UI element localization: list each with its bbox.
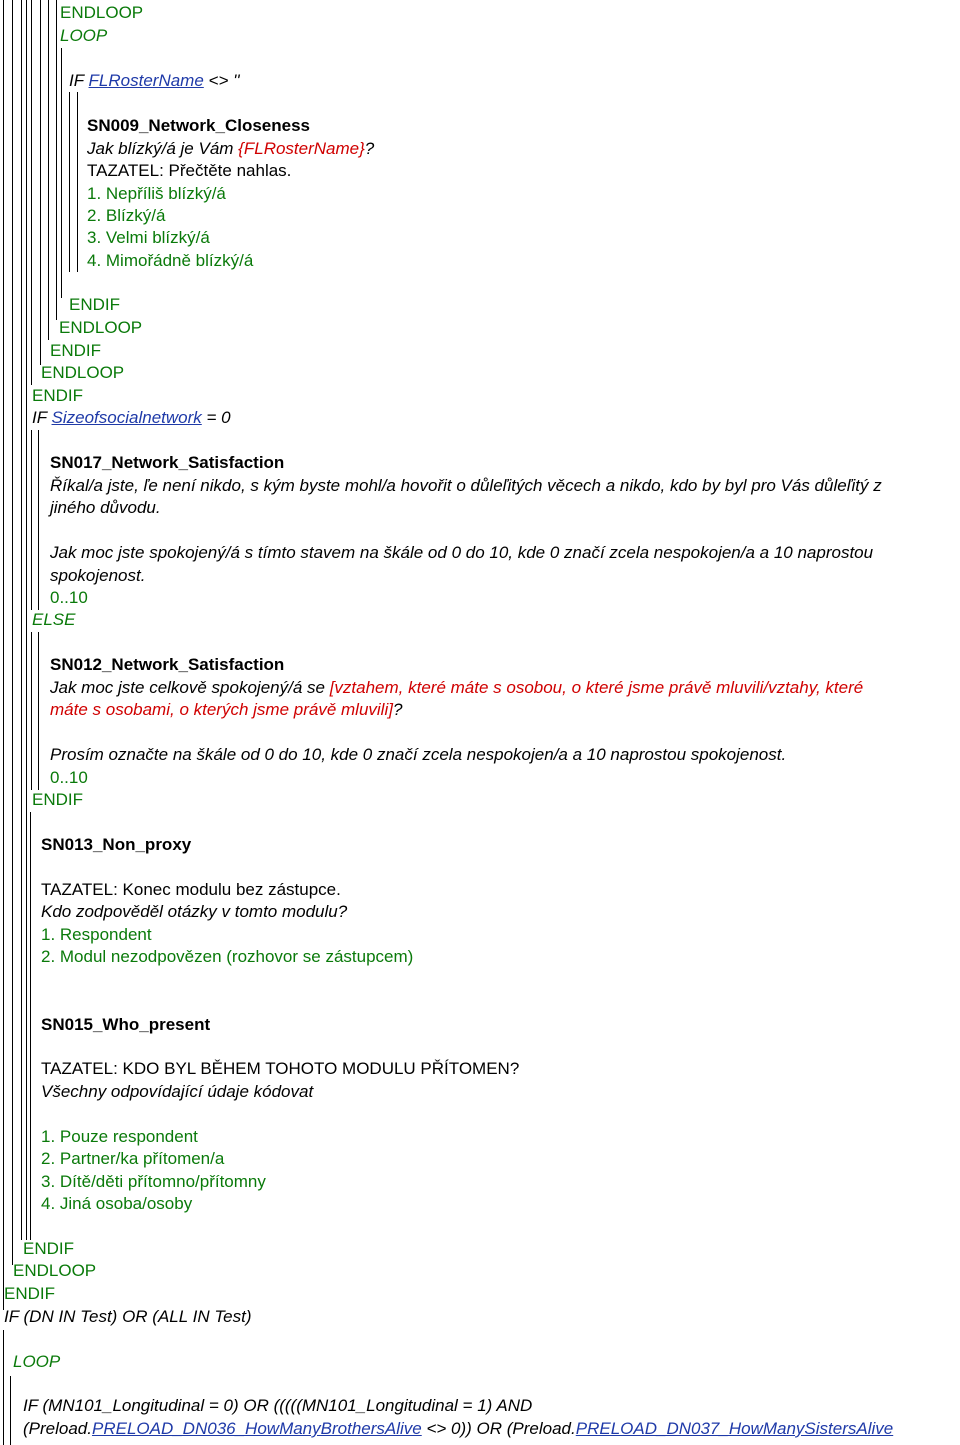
fill-text: [vztahem, které máte s osobou, o které jsme právě mluvili/vztahy, které bbox=[329, 678, 864, 697]
question-name-sn012: SN012_Network_Satisfaction bbox=[50, 655, 285, 674]
endloop-keyword: ENDLOOP bbox=[41, 363, 125, 382]
endif-keyword: ENDIF bbox=[4, 1284, 55, 1303]
if-mn101-condition-line1: IF (MN101_Longitudinal = 0) OR (((((MN101_Longitudinal = 1) AND bbox=[23, 1396, 533, 1415]
nesting-line bbox=[48, 0, 49, 340]
interviewer-instruction: TAZATEL: KDO BYL BĚHEM TOHOTO MODULU PŘÍTOMEN? bbox=[41, 1059, 520, 1078]
question-name-sn009: SN009_Network_Closeness bbox=[87, 116, 311, 135]
interviewer-instruction: TAZATEL: Konec modulu bez zástupce. bbox=[41, 880, 341, 899]
nesting-line bbox=[26, 0, 27, 1240]
condition-operator: <> '' bbox=[203, 71, 240, 90]
if-keyword: IF bbox=[69, 71, 89, 90]
if-flrostername-condition bbox=[69, 71, 240, 91]
question-text-sn015: Všechny odpovídající údaje kódovat bbox=[41, 1082, 314, 1101]
if-sizeofsocialnetwork-condition bbox=[32, 408, 231, 428]
nesting-line bbox=[38, 430, 39, 610]
answer-option: 4. Mimořádně blízký/á bbox=[87, 251, 254, 270]
answer-option: 4. Jiná osoba/osoby bbox=[41, 1194, 193, 1213]
question-text-sn012-line3: Prosím označte na škále od 0 do 10, kde 0 značí zcela nespokojen/a a 10 naprostou spokojenost. bbox=[50, 745, 787, 764]
nesting-line bbox=[56, 0, 57, 320]
loop-keyword: LOOP bbox=[13, 1352, 61, 1371]
nesting-line bbox=[61, 48, 62, 298]
nesting-line bbox=[31, 0, 32, 385]
nesting-line bbox=[3, 0, 4, 1310]
endif-keyword: ENDIF bbox=[32, 386, 83, 405]
question-name-sn015: SN015_Who_present bbox=[41, 1015, 211, 1034]
nesting-line bbox=[31, 632, 32, 790]
question-text-part: ? bbox=[392, 700, 403, 719]
question-text-part: Jak blízký/á je Vám bbox=[87, 139, 239, 158]
question-text-sn013: Kdo zodpověděl otázky v tomto modulu? bbox=[41, 902, 348, 921]
answer-option: 1. Nepříliš blízký/á bbox=[87, 184, 226, 203]
answer-option: 3. Dítě/děti přítomno/přítomny bbox=[41, 1172, 266, 1191]
sizeofsocialnetwork-link[interactable]: Sizeofsocialnetwork bbox=[51, 408, 202, 427]
nesting-line bbox=[21, 0, 22, 1240]
answer-option: 1. Pouze respondent bbox=[41, 1127, 198, 1146]
nesting-line bbox=[38, 632, 39, 790]
question-text-sn017-line4: spokojenost. bbox=[50, 566, 146, 585]
answer-option: 2. Blízký/á bbox=[87, 206, 166, 225]
fill-flrostername: {FLRosterName} bbox=[238, 139, 365, 158]
nesting-line bbox=[31, 430, 32, 610]
condition-part: <> 0)) OR (Preload. bbox=[421, 1419, 576, 1438]
endif-keyword: ENDIF bbox=[69, 295, 120, 314]
question-text-sn009 bbox=[87, 139, 374, 159]
nesting-line bbox=[30, 812, 31, 1240]
question-text-sn017-line3: Jak moc jste spokojený/á s tímto stavem na škále od 0 do 10, kde 0 značí zcela nespokojen/a a 10 naprostou bbox=[50, 543, 874, 562]
flrostername-link[interactable]: FLRosterName bbox=[88, 71, 204, 90]
endif-keyword: ENDIF bbox=[32, 790, 83, 809]
condition-operator: = 0 bbox=[201, 408, 231, 427]
endloop-keyword: ENDLOOP bbox=[13, 1261, 97, 1280]
question-name-sn017: SN017_Network_Satisfaction bbox=[50, 453, 285, 472]
question-text-sn012-line2 bbox=[50, 700, 402, 720]
interviewer-instruction: TAZATEL: Přečtěte nahlas. bbox=[87, 161, 292, 180]
answer-range: 0..10 bbox=[50, 768, 88, 787]
answer-option: 1. Respondent bbox=[41, 925, 152, 944]
preload-dn036-link[interactable]: PRELOAD_DN036_HowManyBrothersAlive bbox=[91, 1419, 422, 1438]
question-text-sn012-line1 bbox=[50, 678, 863, 698]
nesting-line bbox=[77, 92, 78, 272]
endloop-keyword: ENDLOOP bbox=[59, 318, 143, 337]
answer-range: 0..10 bbox=[50, 588, 88, 607]
nesting-line bbox=[69, 92, 70, 272]
answer-option: 3. Velmi blízký/á bbox=[87, 228, 210, 247]
condition-part: (Preload. bbox=[23, 1419, 92, 1438]
fill-text: máte s osobami, o kterých jsme právě mluvili] bbox=[50, 700, 393, 719]
answer-option: 2. Modul nezodpovězen (rozhovor se zástupcem) bbox=[41, 947, 414, 966]
question-text-part: ? bbox=[364, 139, 375, 158]
endloop-keyword: ENDLOOP bbox=[60, 3, 144, 22]
question-name-sn013: SN013_Non_proxy bbox=[41, 835, 192, 854]
question-text-sn017-line2: jiného důvodu. bbox=[50, 498, 161, 517]
nesting-line bbox=[3, 1330, 4, 1445]
endif-keyword: ENDIF bbox=[23, 1239, 74, 1258]
if-mn101-condition-line2 bbox=[23, 1419, 893, 1439]
if-keyword: IF bbox=[32, 408, 52, 427]
answer-option: 2. Partner/ka přítomen/a bbox=[41, 1149, 225, 1168]
preload-dn037-link[interactable]: PRELOAD_DN037_HowManySistersAlive bbox=[575, 1419, 894, 1438]
question-text-sn017-line1: Říkal/a jste, ľe není nikdo, s kým byste mohl/a hovořit o důleľitých věcech a nikdo, kdo by byl pro Vás důleľitý z bbox=[50, 476, 882, 495]
endif-keyword: ENDIF bbox=[50, 341, 101, 360]
question-text-part: Jak moc jste celkově spokojený/á se bbox=[50, 678, 330, 697]
if-dn-condition: IF (DN IN Test) OR (ALL IN Test) bbox=[4, 1307, 252, 1326]
nesting-line bbox=[40, 0, 41, 365]
nesting-line bbox=[12, 0, 13, 1265]
else-keyword: ELSE bbox=[32, 610, 76, 629]
nesting-line bbox=[10, 1376, 11, 1445]
loop-keyword: LOOP bbox=[60, 26, 108, 45]
